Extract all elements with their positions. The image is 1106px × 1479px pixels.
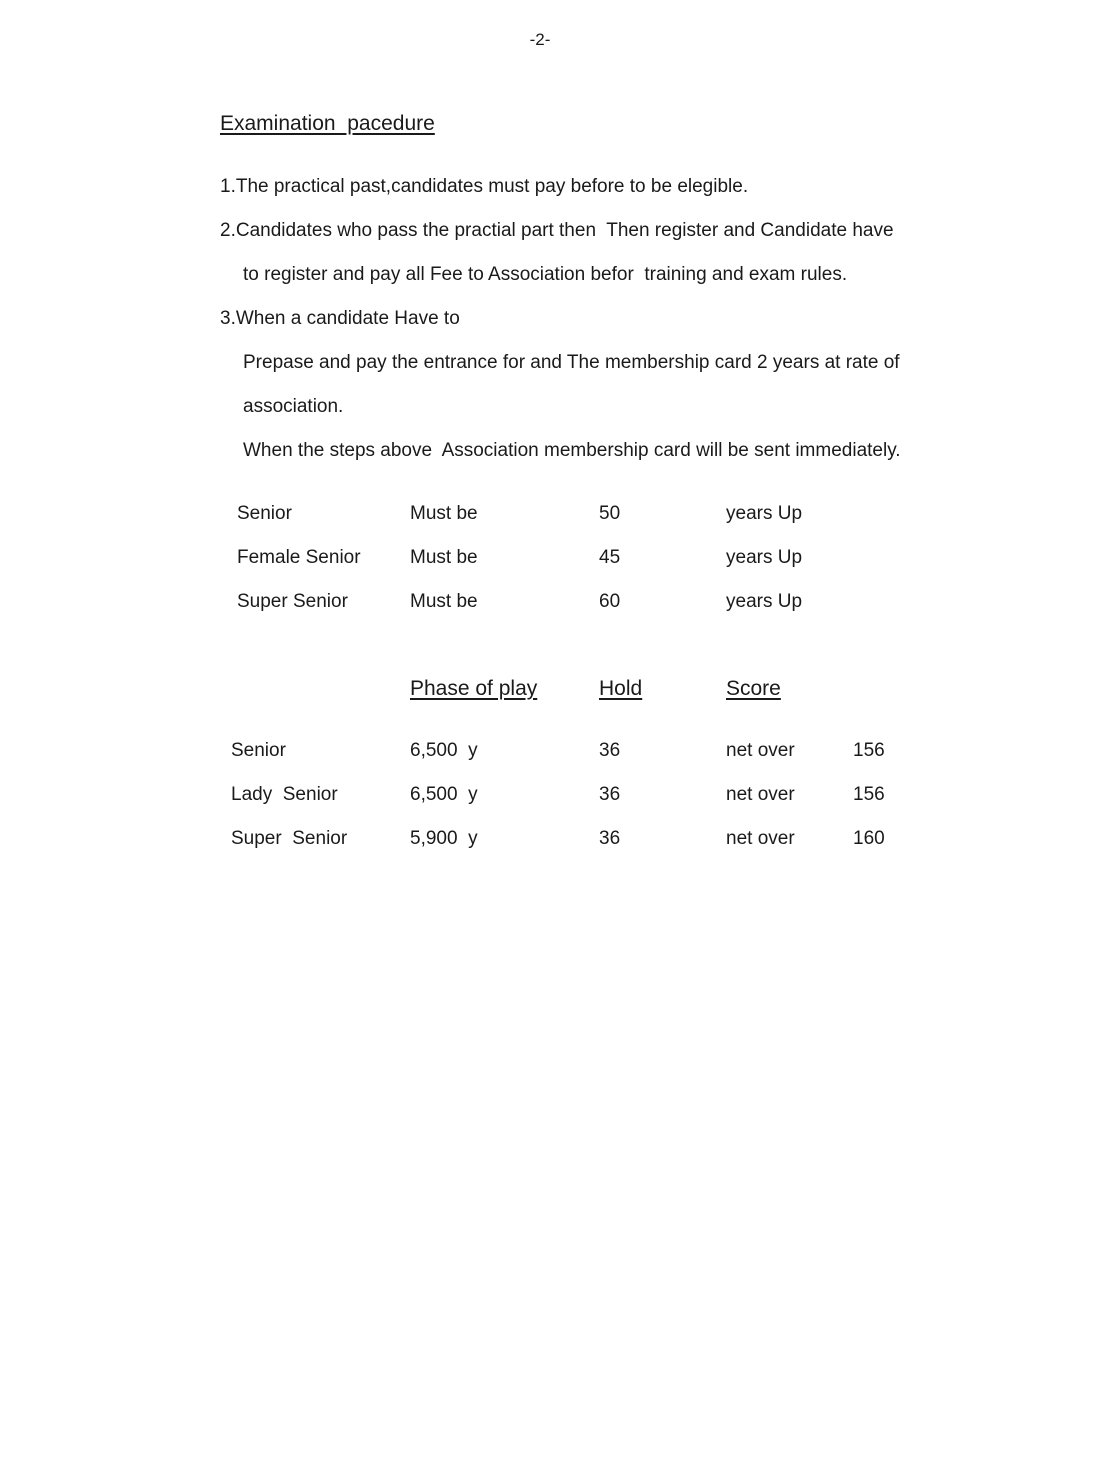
- age-unit: years Up: [726, 503, 803, 524]
- age-value: 50: [599, 503, 621, 524]
- play-score: 160: [853, 828, 885, 849]
- page-number: -2-: [529, 30, 551, 49]
- header-hold: Hold: [599, 677, 643, 700]
- age-value: 60: [599, 591, 621, 612]
- play-hold: 36: [599, 740, 621, 761]
- paragraph-3: 3.When a candidate Have to: [220, 308, 460, 329]
- age-unit: years Up: [726, 591, 803, 612]
- play-score: 156: [853, 784, 885, 805]
- play-score-label: net over: [726, 740, 795, 761]
- header-score: Score: [726, 677, 781, 700]
- paragraph-3-continued-2: association.: [243, 396, 344, 417]
- age-value: 45: [599, 547, 621, 568]
- play-yardage: 6,500 y: [410, 740, 478, 761]
- paragraph-3-continued: Prepase and pay the entrance for and The membership card 2 years at rate of: [243, 352, 900, 373]
- play-hold: 36: [599, 828, 621, 849]
- play-category: Lady Senior: [231, 784, 338, 805]
- age-unit: years Up: [726, 547, 803, 568]
- paragraph-1: 1.The practical past,candidates must pay before to be elegible.: [220, 176, 749, 197]
- paragraph-2: 2.Candidates who pass the practial part then Then register and Candidate have: [220, 220, 894, 241]
- play-score-label: net over: [726, 828, 795, 849]
- play-category: Senior: [231, 740, 286, 761]
- header-phase-of-play: Phase of play: [410, 677, 538, 700]
- play-yardage: 5,900 y: [410, 828, 478, 849]
- paragraph-4: When the steps above Association membership card will be sent immediately.: [243, 440, 901, 461]
- play-score-label: net over: [726, 784, 795, 805]
- play-category: Super Senior: [231, 828, 348, 849]
- play-yardage: 6,500 y: [410, 784, 478, 805]
- paragraph-2-continued: to register and pay all Fee to Association befor training and exam rules.: [243, 264, 848, 285]
- play-hold: 36: [599, 784, 621, 805]
- age-rule: Must be: [410, 591, 478, 612]
- age-category: Super Senior: [237, 591, 348, 612]
- play-score: 156: [853, 740, 885, 761]
- section-heading: Examination pacedure: [220, 112, 435, 135]
- age-category: Senior: [237, 503, 292, 524]
- age-rule: Must be: [410, 503, 478, 524]
- age-category: Female Senior: [237, 547, 361, 568]
- age-rule: Must be: [410, 547, 478, 568]
